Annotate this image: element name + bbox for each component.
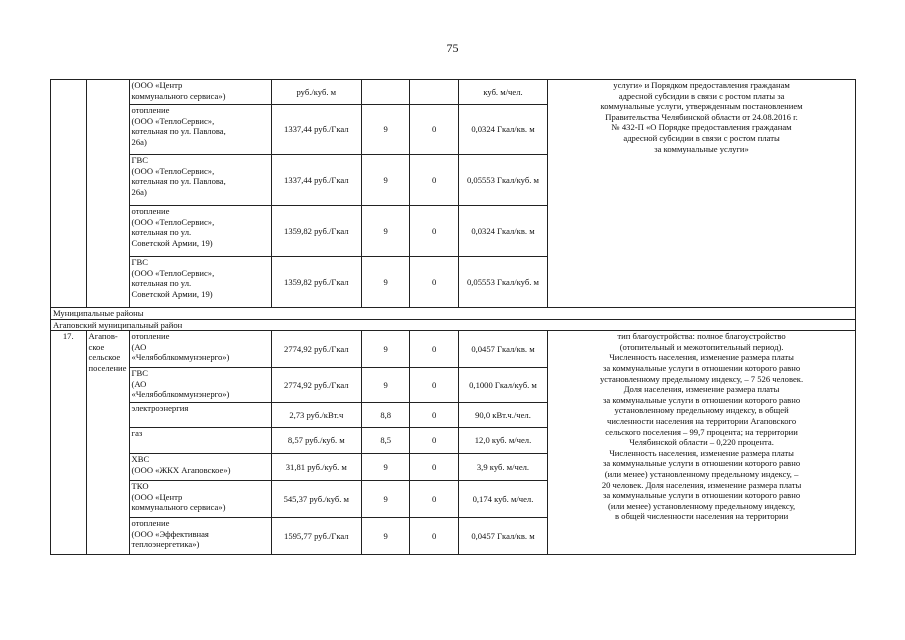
- service-cell: (ООО «Центр коммунального сервиса»): [129, 80, 271, 105]
- tariff-cell: 2,73 руб./кВт.ч: [271, 403, 361, 428]
- tariff-table: [50, 79, 856, 555]
- growth-cell: 0: [410, 428, 458, 454]
- tariff-cell: 1337,44 руб./Гкал: [271, 155, 361, 206]
- growth-cell: 0: [410, 155, 458, 206]
- index-cell: [361, 80, 409, 105]
- growth-cell: 0: [410, 331, 458, 368]
- service-cell: газ: [129, 428, 271, 454]
- index-cell: 9: [361, 155, 409, 206]
- section-row: [51, 319, 856, 331]
- note-cell: тип благоустройства: полное благоустройство (отопительный и межотопительный период). Численность населения, изменение размера платы за коммунальные услуги в отношении которого равно установленному предельному индексу, – 7 526 человек. Доля населения, изменение размера платы за коммунальные услуги в отношении которого равно установленному предельному индексу, в общей численности населения на территории Агаповского сельского поселения – 99,7 процента; на территории Челябинской области – 0,220 процента. Численность населения, изменение размера платы за коммунальные услуги в отношении которого равно (или менее) установленному предельному индексу, – 20 человек. Доля населения, изменение размера платы за коммунальные услуги в отношении которого равно (или менее) установленному предельному индексу, в общей численности населения на территории: [548, 331, 856, 555]
- tariff-cell: 31,81 руб./куб. м: [271, 454, 361, 481]
- norm-cell: 0,0457 Гкал/кв. м: [458, 518, 547, 555]
- growth-cell: 0: [410, 454, 458, 481]
- index-cell: 9: [361, 257, 409, 308]
- index-cell: 9: [361, 481, 409, 518]
- service-cell: ГВС (АО «Челябоблкоммунэнерго»): [129, 368, 271, 403]
- norm-cell: 0,05553 Гкал/куб. м: [458, 257, 547, 308]
- note-cell: услуги» и Порядком предоставления гражданам адресной субсидии в связи с ростом платы за коммунальные услуги, утвержденным постановлением Правительства Челябинской области от 24.08.2016 г. № 432-П «О Порядке предоставления гражданам адресной субсидии в связи с ростом платы за коммунальные услуги»: [548, 80, 856, 308]
- tariff-cell: 8,57 руб./куб. м: [271, 428, 361, 454]
- norm-cell: 0,0457 Гкал/кв. м: [458, 331, 547, 368]
- tariff-cell: 1337,44 руб./Гкал: [271, 105, 361, 155]
- index-cell: 8,5: [361, 428, 409, 454]
- growth-cell: 0: [410, 368, 458, 403]
- growth-cell: 0: [410, 518, 458, 555]
- index-cell: 8,8: [361, 403, 409, 428]
- service-cell: отопление (АО «Челябоблкоммунэнерго»): [129, 331, 271, 368]
- table-row: [51, 331, 856, 368]
- section-heading-municipal-districts: Муниципальные районы: [51, 308, 856, 320]
- service-cell: ТКО (ООО «Центр коммунального сервиса»): [129, 481, 271, 518]
- growth-cell: 0: [410, 257, 458, 308]
- service-cell: ГВС (ООО «ТеплоСервис», котельная по ул. Павлова, 26а): [129, 155, 271, 206]
- norm-cell: 0,0324 Гкал/кв. м: [458, 105, 547, 155]
- number-cell: [51, 80, 87, 308]
- growth-cell: [410, 80, 458, 105]
- index-cell: 9: [361, 454, 409, 481]
- growth-cell: 0: [410, 481, 458, 518]
- row-number: 17.: [51, 331, 87, 555]
- norm-cell: куб. м/чел.: [458, 80, 547, 105]
- norm-cell: 0,174 куб. м/чел.: [458, 481, 547, 518]
- tariff-cell: 1359,82 руб./Гкал: [271, 206, 361, 257]
- index-cell: 9: [361, 206, 409, 257]
- growth-cell: 0: [410, 403, 458, 428]
- service-cell: отопление (ООО «ТеплоСервис», котельная по ул. Советской Армии, 19): [129, 206, 271, 257]
- norm-cell: 12,0 куб. м/чел.: [458, 428, 547, 454]
- norm-cell: 0,05553 Гкал/куб. м: [458, 155, 547, 206]
- page-number: 75: [446, 41, 459, 55]
- service-cell: ХВС (ООО «ЖКХ Агаповское»): [129, 454, 271, 481]
- index-cell: 9: [361, 368, 409, 403]
- norm-cell: 0,0324 Гкал/кв. м: [458, 206, 547, 257]
- settlement-name: Агапов- ское сельское поселение: [86, 331, 129, 555]
- service-cell: отопление (ООО «ТеплоСервис», котельная по ул. Павлова, 26а): [129, 105, 271, 155]
- tariff-cell: 2774,92 руб./Гкал: [271, 331, 361, 368]
- norm-cell: 90,0 кВт.ч./чел.: [458, 403, 547, 428]
- index-cell: 9: [361, 331, 409, 368]
- service-cell: электроэнергия: [129, 403, 271, 428]
- tariff-cell: руб./куб. м: [271, 80, 361, 105]
- tariff-cell: 1595,77 руб./Гкал: [271, 518, 361, 555]
- service-cell: ГВС (ООО «ТеплоСервис», котельная по ул. Советской Армии, 19): [129, 257, 271, 308]
- index-cell: 9: [361, 105, 409, 155]
- tariff-cell: 1359,82 руб./Гкал: [271, 257, 361, 308]
- tariff-cell: 2774,92 руб./Гкал: [271, 368, 361, 403]
- table-row: [51, 80, 856, 105]
- service-cell: отопление (ООО «Эффективная теплоэнергетика»): [129, 518, 271, 555]
- section-row: [51, 308, 856, 320]
- index-cell: 9: [361, 518, 409, 555]
- growth-cell: 0: [410, 206, 458, 257]
- settlement-cell: [86, 80, 129, 308]
- norm-cell: 0,1000 Гкал/куб. м: [458, 368, 547, 403]
- section-heading-agapovsky: Агаповский муниципальный район: [51, 319, 856, 331]
- tariff-cell: 545,37 руб./куб. м: [271, 481, 361, 518]
- norm-cell: 3,9 куб. м/чел.: [458, 454, 547, 481]
- growth-cell: 0: [410, 105, 458, 155]
